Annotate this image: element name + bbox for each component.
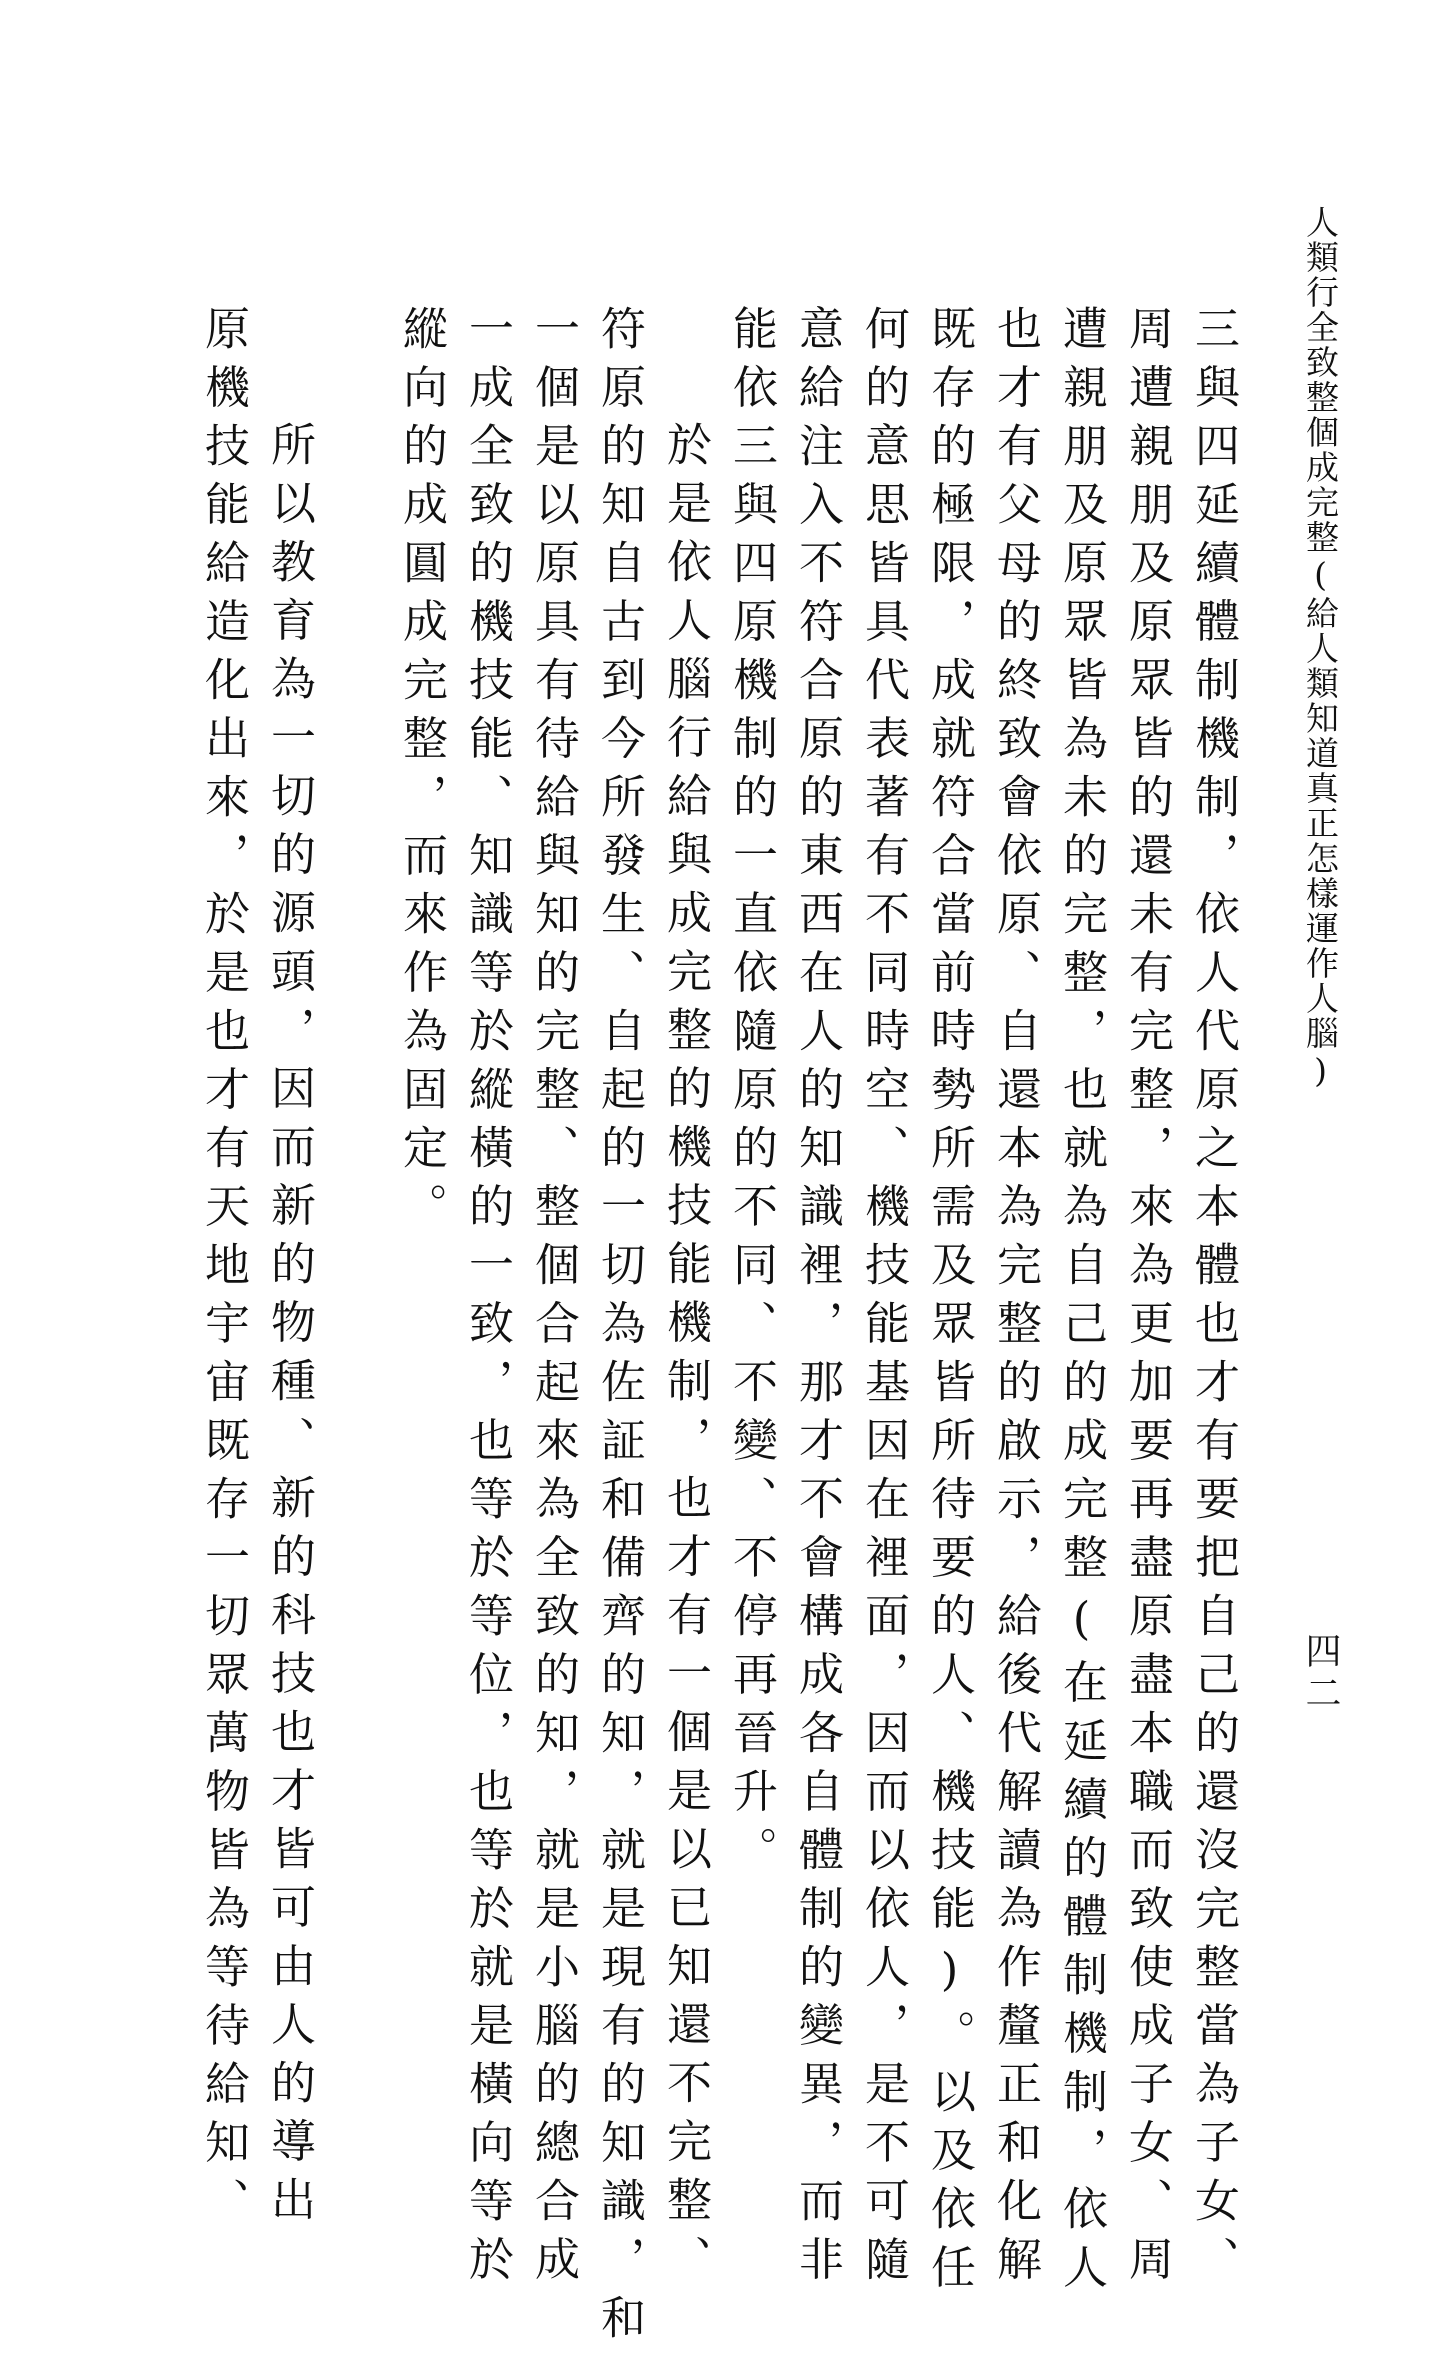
text-line: 意給注入不符合原的東西在人的知識裡，那才不會構成各自體制的變異，而非	[791, 305, 844, 2294]
running-header: 人類行全致整個成完整(給人類知道真正怎樣運作人腦)	[1301, 205, 1340, 1092]
blank-column	[322, 305, 388, 1890]
text-line: 一個是以原具有待給與知的完整、整個合起來為全致的知，就是小腦的總合成	[527, 305, 580, 2294]
text-line: 所以教育為一切的源頭，因而新的物種、新的科技也才皆可由人的導出	[263, 421, 316, 2235]
paragraph-1	[718, 305, 1246, 2302]
text-line: 一成全致的機技能、知識等於縱橫的一致，也等於等位，也等於就是橫向等於	[461, 305, 514, 2294]
body-text	[190, 305, 1246, 2353]
text-line: 既存的極限，成就符合當前時勢所需及眾皆所待要的人、機技能)。以及依任	[923, 305, 976, 2302]
text-line: 也才有父母的終致會依原、自還本為完整的啟示，給後代解讀為作釐正和化解	[989, 305, 1042, 2294]
paragraph-3	[190, 305, 322, 2236]
page-number: 四二	[1300, 1632, 1341, 1716]
paragraph-2	[388, 305, 718, 2353]
text-line: 於是依人腦行給與成完整的機技能機制，也才有一個是以已知還不完整、	[659, 421, 712, 2293]
text-line: 何的意思皆具代表著有不同時空、機技能基因在裡面，因而以依人，是不可隨	[857, 305, 910, 2294]
text-line: 周遭親朋及原眾皆的還未有完整，來為更加要再盡原盡本職而致使成子女、周	[1121, 305, 1174, 2294]
text-line: 三與四延續體制機制，依人代原之本體也才有要把自己的還沒完整當為子女、	[1187, 305, 1240, 2294]
text-line: 縱向的成圓成完整，而來作為固定。	[395, 305, 448, 1241]
text-line: 遭親朋及原眾皆為未的完整，也就為自己的成完整(在延續的體制機制，依人	[1055, 305, 1108, 2302]
text-line: 能依三與四原機制的一直依隨原的不同、不變、不停再晉升。	[725, 305, 778, 1885]
text-line: 符原的知自古到今所發生、自起的一切為佐証和備齊的知，就是現有的知識，和	[593, 305, 646, 2353]
text-line: 原機技能給造化出來，於是也才有天地宇宙既存一切眾萬物皆為等待給知、	[197, 305, 250, 2236]
